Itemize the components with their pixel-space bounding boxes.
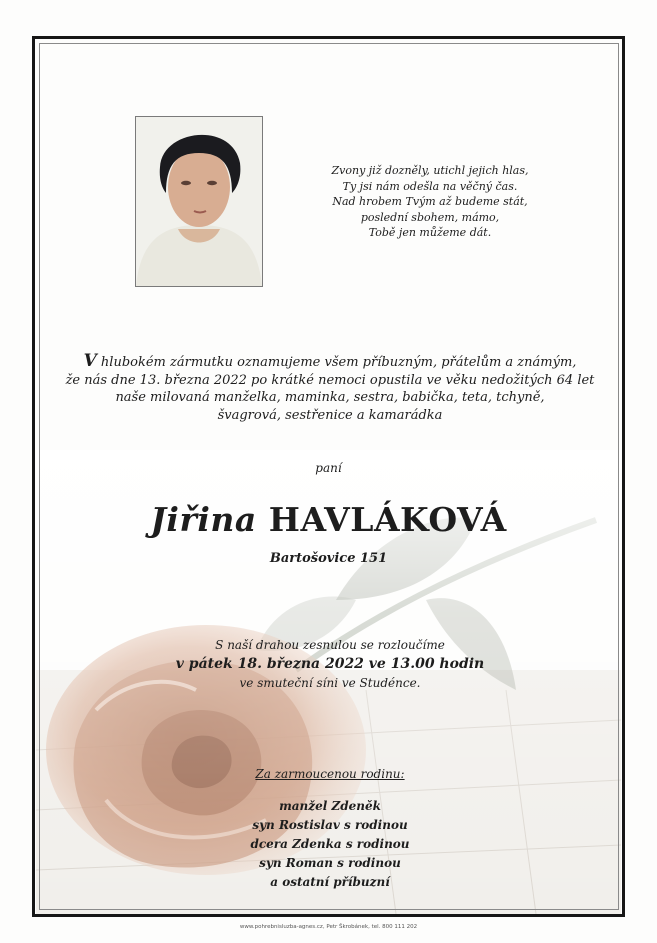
memorial-poem	[290, 163, 570, 241]
family-heading: Za zarmoucenou rodinu:	[255, 767, 405, 781]
ceremony-date: v pátek 18. března 2022 ve 13.00 hodin	[175, 656, 485, 672]
announcement-line-1	[60, 353, 600, 372]
portrait-photo	[135, 116, 263, 287]
announcement-line-4: švagrová, sestřenice a kamarádka	[217, 407, 443, 423]
first-name: Jiřina	[150, 500, 257, 539]
announcement-line-2: že nás dne 13. března 2022 po krátké nemoci opustila ve věku nedožitých 64 let	[65, 372, 595, 388]
announcement-line-1-text: hlubokém zármutku oznamujeme všem příbuzným, přátelům a známým,	[96, 355, 577, 370]
family-member: manžel Zdeněk	[279, 799, 381, 813]
deceased-address: Bartošovice 151	[269, 551, 388, 566]
family-list	[180, 765, 480, 892]
deceased-name	[0, 500, 657, 539]
family-member: syn Roman s rodinou	[259, 856, 401, 870]
poem-line: Tobě jen můžeme dát.	[368, 226, 492, 239]
death-announcement	[60, 353, 600, 424]
family-member: dcera Zdenka s rodinou	[250, 837, 410, 851]
family-member: a ostatní příbuzní	[270, 875, 390, 889]
funeral-service-footer: www.pohrebnisluzba-agnes.cz, Petr Škrobánek, tel. 800 111 202	[239, 924, 418, 930]
ceremony-place: ve smuteční síni ve Studénce.	[239, 676, 421, 690]
portrait-image	[136, 117, 262, 286]
honorific: paní	[315, 461, 342, 475]
announcement-line-3: naše milovaná manželka, maminka, sestra, babička, teta, tchyně,	[115, 390, 545, 405]
last-name: HAVLÁKOVÁ	[268, 500, 507, 539]
poem-line: poslední sbohem, mámo,	[360, 210, 500, 224]
lead-letter: V	[83, 351, 97, 371]
family-member: syn Rostislav s rodinou	[252, 818, 408, 832]
ceremony-line: S naší drahou zesnulou se rozloučíme	[215, 638, 445, 652]
poem-line: Nad hrobem Tvým až budeme stát,	[332, 195, 528, 208]
ceremony-info	[120, 636, 540, 693]
poem-line: Zvony již dozněly, utichl jejich hlas,	[331, 164, 529, 177]
poem-line: Ty jsi nám odešla na věčný čas.	[342, 179, 518, 193]
